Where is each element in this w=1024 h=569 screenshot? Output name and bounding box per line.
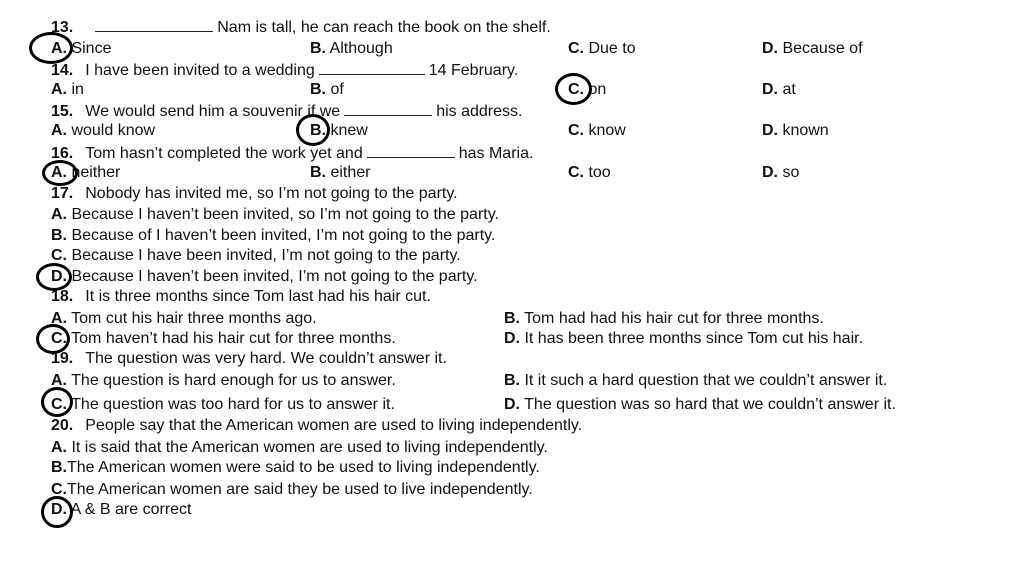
option-text: It it such a hard question that we couldn’t answer it. xyxy=(524,372,888,389)
option-letter: D. xyxy=(762,122,778,139)
question-20 xyxy=(51,415,582,436)
option-letter: B. xyxy=(310,122,326,139)
option-text: Because I have been invited, I’m not going to the party. xyxy=(71,247,461,264)
option-letter: B. xyxy=(51,227,67,244)
option-letter: D. xyxy=(762,81,778,98)
option-text: Because I haven’t been invited, I’m not going to the party. xyxy=(71,268,478,285)
option-17-b[interactable] xyxy=(51,225,495,246)
option-letter: C. xyxy=(51,481,67,498)
option-text: Tom haven’t had his hair cut for three months. xyxy=(71,330,396,347)
question-number: 16. xyxy=(51,145,74,162)
option-17-a[interactable] xyxy=(51,204,499,225)
question-number: 15. xyxy=(51,103,74,120)
option-d[interactable] xyxy=(762,79,796,100)
question-15 xyxy=(51,100,522,121)
answer-circle-14 xyxy=(555,73,592,105)
option-letter: A. xyxy=(51,122,67,139)
option-letter: A. xyxy=(51,439,67,456)
option-20-a[interactable] xyxy=(51,437,548,458)
option-text: know xyxy=(588,122,626,139)
question-text: It is three months since Tom last had his hair cut. xyxy=(85,288,431,305)
option-text: Tom cut his hair three months ago. xyxy=(71,310,317,327)
option-a[interactable] xyxy=(51,79,84,100)
option-d[interactable] xyxy=(762,38,863,59)
answer-blank xyxy=(95,16,213,32)
option-d[interactable] xyxy=(762,120,829,141)
option-letter: C. xyxy=(51,396,67,413)
option-letter: D. xyxy=(51,501,67,518)
question-number: 14. xyxy=(51,62,74,79)
option-letter: B. xyxy=(504,372,520,389)
question-text: We would send him a souvenir if we xyxy=(85,103,341,120)
question-number: 19. xyxy=(51,350,74,367)
option-letter: A. xyxy=(51,310,67,327)
option-text: Since xyxy=(71,40,112,57)
option-b[interactable] xyxy=(310,38,393,59)
option-c[interactable] xyxy=(568,38,636,59)
option-text: It has been three months since Tom cut his hair. xyxy=(524,330,864,347)
option-text: Because of xyxy=(782,40,863,57)
option-letter: B. xyxy=(51,459,67,476)
option-letter: C. xyxy=(51,247,67,264)
option-text: Although xyxy=(329,40,393,57)
option-text: A & B are correct xyxy=(70,501,192,518)
option-text: Tom had had his hair cut for three months. xyxy=(524,310,824,327)
option-text: in xyxy=(71,81,84,98)
question-number: 13. xyxy=(51,19,74,36)
answer-blank xyxy=(319,59,425,75)
option-text: The American women are said they be used to live independently. xyxy=(67,481,533,498)
option-b[interactable] xyxy=(504,370,887,391)
option-letter: A. xyxy=(51,81,67,98)
option-b[interactable] xyxy=(310,79,344,100)
question-text-end: 14 February. xyxy=(428,62,519,79)
option-a[interactable] xyxy=(51,308,317,329)
option-letter: B. xyxy=(310,164,326,181)
option-letter: C. xyxy=(568,164,584,181)
option-text: It is said that the American women are used to living independently. xyxy=(71,439,548,456)
option-text: Because I haven’t been invited, so I’m not going to the party. xyxy=(71,206,499,223)
answer-circle-17 xyxy=(36,263,72,291)
option-text: The question was too hard for us to answer it. xyxy=(71,396,395,413)
answer-blank xyxy=(344,100,432,116)
question-text: Nam is tall, he can reach the book on the shelf. xyxy=(217,19,551,36)
option-17-c[interactable] xyxy=(51,245,461,266)
option-text: Due to xyxy=(588,40,636,57)
option-text: The question was so hard that we couldn’t answer it. xyxy=(524,396,896,413)
question-14 xyxy=(51,59,518,80)
question-16 xyxy=(51,142,533,163)
question-13 xyxy=(51,16,551,37)
option-d[interactable] xyxy=(504,394,896,415)
option-text: too xyxy=(588,164,611,181)
question-number: 20. xyxy=(51,417,74,434)
answer-circle-13 xyxy=(29,32,73,64)
option-d[interactable] xyxy=(762,162,799,183)
question-text: I have been invited to a wedding xyxy=(85,62,315,79)
option-text: neither xyxy=(71,164,121,181)
answer-circle-19 xyxy=(41,387,73,417)
answer-blank xyxy=(367,142,455,158)
option-17-d[interactable] xyxy=(51,266,478,287)
option-letter: C. xyxy=(568,81,584,98)
option-text: on xyxy=(588,81,607,98)
option-letter: B. xyxy=(504,310,520,327)
option-letter: C. xyxy=(51,330,67,347)
option-20-b[interactable] xyxy=(51,457,540,478)
question-number: 17. xyxy=(51,185,74,202)
option-c[interactable] xyxy=(51,394,395,415)
option-letter: D. xyxy=(504,330,520,347)
question-19 xyxy=(51,348,447,369)
option-text: would know xyxy=(71,122,156,139)
option-letter: D. xyxy=(504,396,520,413)
question-18 xyxy=(51,286,431,307)
option-d[interactable] xyxy=(504,328,863,349)
option-letter: A. xyxy=(51,206,67,223)
option-letter: B. xyxy=(310,81,326,98)
question-text: People say that the American women are used to living independently. xyxy=(85,417,583,434)
option-letter: A. xyxy=(51,372,67,389)
option-letter: D. xyxy=(762,164,778,181)
question-text-end: his address. xyxy=(436,103,523,120)
option-text: The American women were said to be used to living independently. xyxy=(67,459,540,476)
option-b[interactable] xyxy=(504,308,824,329)
option-letter: C. xyxy=(568,40,584,57)
option-letter: B. xyxy=(310,40,326,57)
option-a[interactable] xyxy=(51,370,396,391)
answer-circle-16 xyxy=(42,160,78,186)
answer-circle-15 xyxy=(296,114,330,146)
option-text: so xyxy=(782,164,800,181)
answer-circle-18 xyxy=(36,324,70,354)
option-letter: D. xyxy=(51,268,67,285)
answer-circle-20 xyxy=(41,496,73,528)
option-text: The question is hard enough for us to answer. xyxy=(71,372,396,389)
option-letter: A. xyxy=(51,40,67,57)
option-20-c[interactable] xyxy=(51,479,533,500)
option-text: either xyxy=(330,164,371,181)
option-a[interactable] xyxy=(51,120,155,141)
option-letter: C. xyxy=(568,122,584,139)
option-letter: A. xyxy=(51,164,67,181)
option-text: of xyxy=(330,81,344,98)
question-text: The question was very hard. We couldn’t answer it. xyxy=(85,350,447,367)
option-c[interactable] xyxy=(51,328,396,349)
question-text: Tom hasn’t completed the work yet and xyxy=(85,145,363,162)
option-text: Because of I haven’t been invited, I’m not going to the party. xyxy=(71,227,496,244)
option-text: known xyxy=(782,122,829,139)
option-letter: D. xyxy=(762,40,778,57)
question-text: Nobody has invited me, so I’m not going to the party. xyxy=(85,185,458,202)
option-text: at xyxy=(782,81,796,98)
option-c[interactable] xyxy=(568,120,626,141)
option-c[interactable] xyxy=(568,162,611,183)
option-b[interactable] xyxy=(310,162,370,183)
question-number: 18. xyxy=(51,288,74,305)
question-text-end: has Maria. xyxy=(458,145,534,162)
option-text: knew xyxy=(330,122,368,139)
question-17 xyxy=(51,183,458,204)
